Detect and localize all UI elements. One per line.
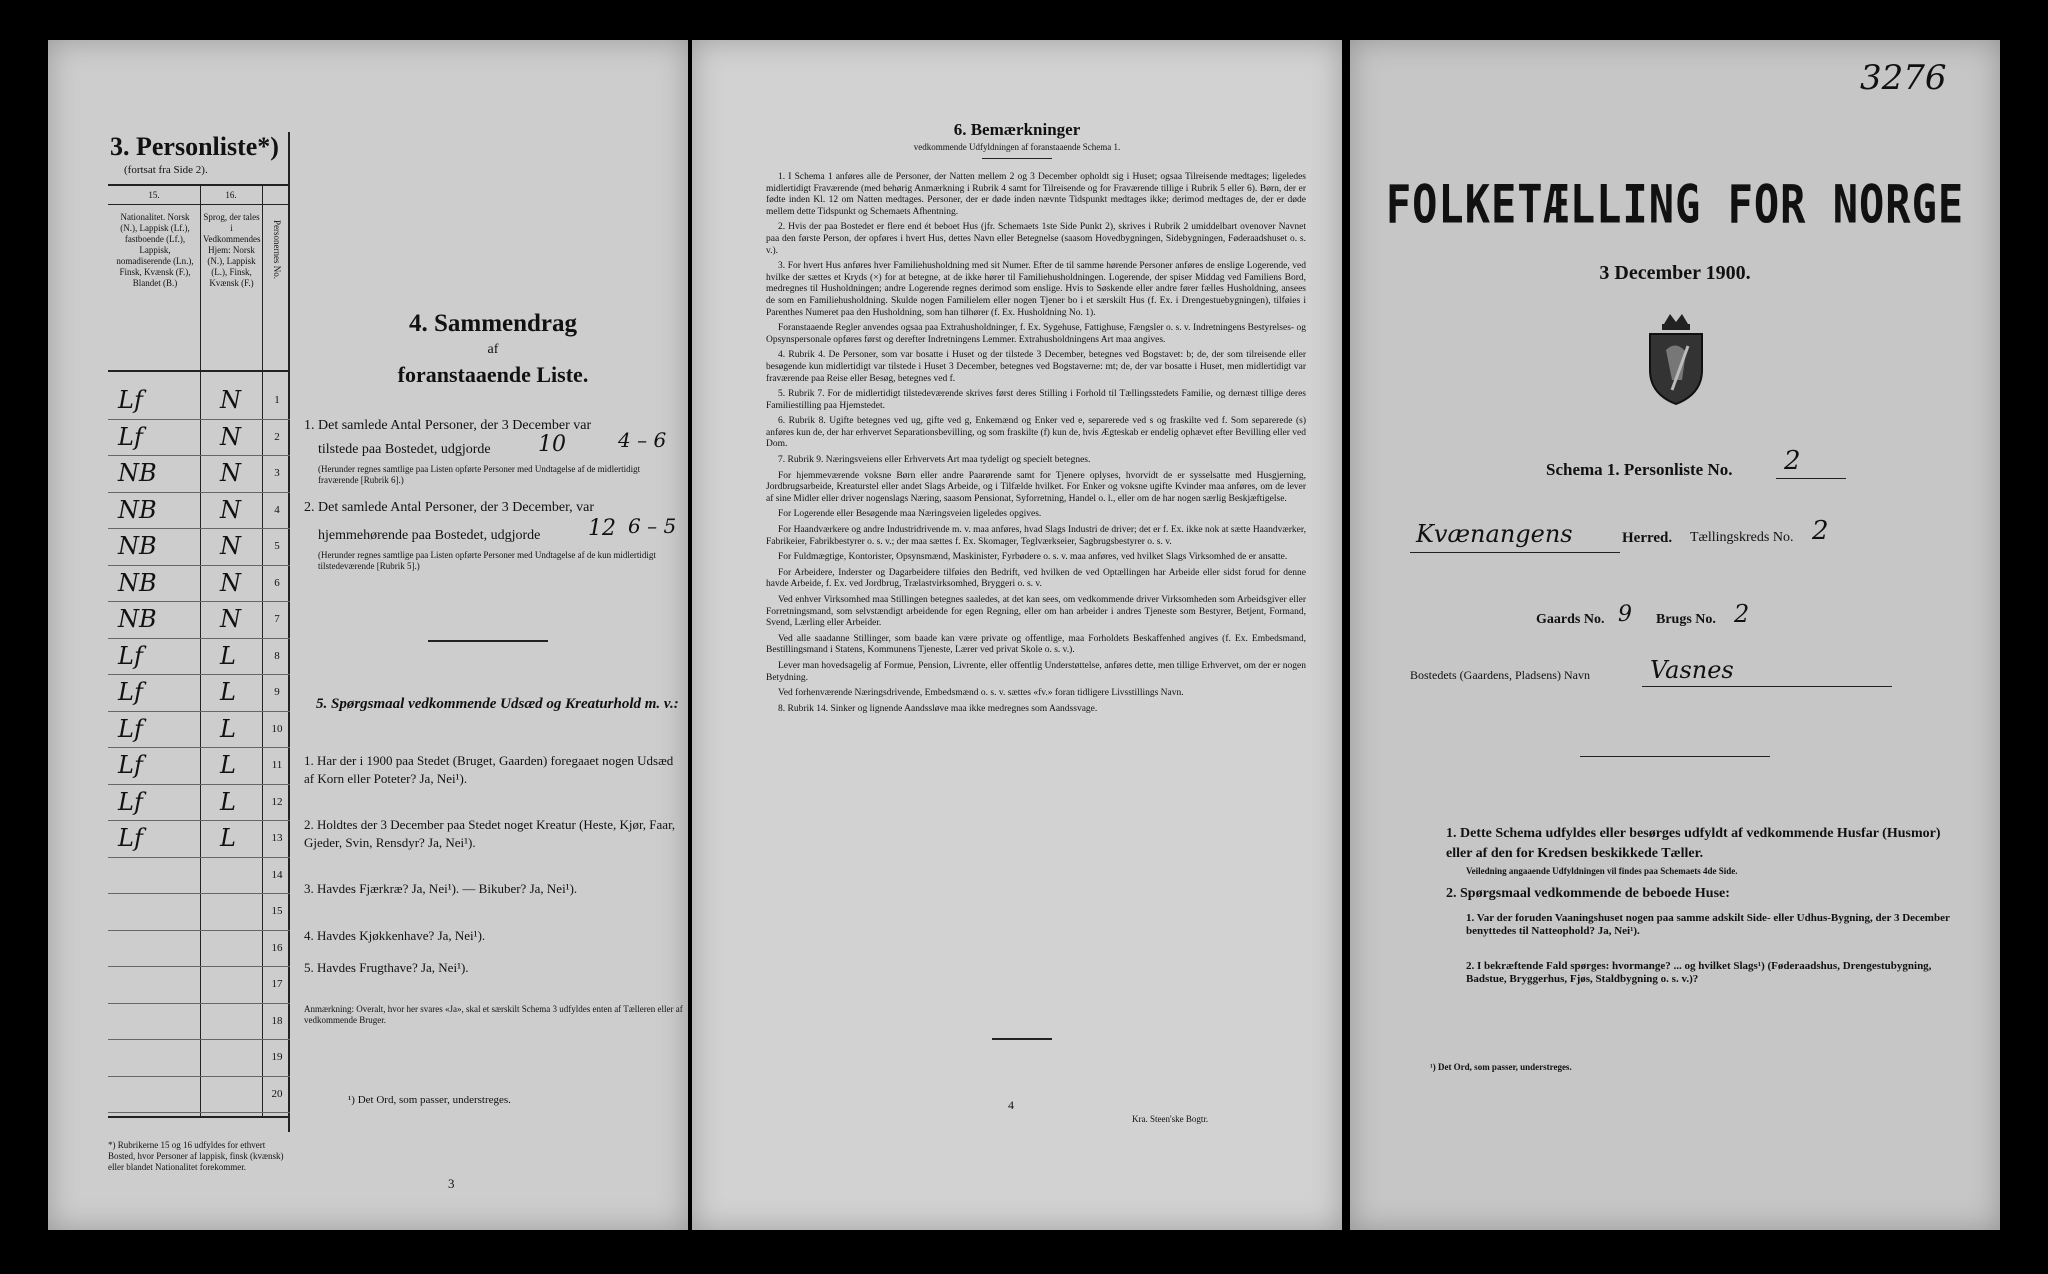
- row-number: 1: [274, 394, 280, 406]
- row-divider: [108, 528, 290, 529]
- instruction-2-2: 2. I bekræftende Fald spørges: hvormange? ... og hvilket Slags¹) (Føderaadshus, Drengestubygning, Badstue, Bryggerhus, Fjøs, Staldbygning o. s. v.)?: [1466, 960, 1932, 985]
- row-nationality: Lf: [118, 422, 143, 451]
- herred-label: Herred.: [1622, 530, 1673, 546]
- remark-paragraph: For Haandværkere og andre Industridrivende m. v. maa anføres, hvad Slags Industri de driver; det er f. Ex. ikke nok at sætte Haandværker, Fabrikeier, Fabrikbestyrer o. s. v.; der maa sættes f. Ex. Skomager, Teglværkseier, Sagbrugsbestyrer o. s. v.: [766, 525, 1306, 547]
- personliste-title: 3. Personliste*): [110, 132, 279, 161]
- page-number-3: 3: [448, 1176, 455, 1191]
- q2-extra: 6 – 5: [628, 514, 677, 538]
- col-divider-1: [200, 184, 201, 1116]
- row-language: N: [220, 605, 241, 633]
- row-language: L: [220, 641, 236, 670]
- row-number: 12: [271, 795, 283, 808]
- remark-paragraph: 6. Rubrik 8. Ugifte betegnes ved ug, gifte ved g, Enkemænd og Enker ved e, separerede ved s og fraskilte ved f. Som separerede (s) anføres kun de, der har erhvervet Separationsbevilling, og som fraskilte (f) kun de, hvis Ægteskab er endelig ophævet efter Bevilling eller ved Dom.: [766, 416, 1306, 450]
- summary-title: 4. Sammendrag: [408, 310, 578, 337]
- row-number: 11: [271, 759, 283, 771]
- row-number: 17: [271, 978, 283, 990]
- s5-question-3: 3. Havdes Fjærkræ? Ja, Nei¹). — Bikuber? Ja, Nei¹).: [304, 881, 578, 896]
- row-number: 10: [271, 722, 283, 735]
- row-divider: [108, 455, 290, 456]
- bosted-line: [1642, 686, 1892, 687]
- brugs-label: Brugs No.: [1656, 612, 1716, 627]
- brugs-number: 2: [1734, 600, 1750, 628]
- remark-paragraph: For Arbeidere, Inderster og Dagarbeidere tilføies den Bedrift, ved hvilken de ved Optællingen har Arbeide eller sidst forud for denne havde Arbeide, f. Ex. ved Jordbrug, Trælastvirksomhed, Bryggeri o. s. v.: [766, 567, 1306, 590]
- row-language: N: [220, 532, 241, 560]
- remark-paragraph: Lever man hovedsagelig af Formue, Pension, Livrente, eller offentlig Understøttelse, anføres dette, men tillige Erhvervet, om der er nogen Betydning.: [766, 660, 1306, 683]
- remark-paragraph: Ved alle saadanne Stillinger, som baade kan være private og offentlige, maa Forholdets Beskaffenhed angives (f. Ex. Embedsmand, Bestillingsmand i Statens, Kommunens Tjeneste, Lærer ved privat Skole o. s. v.).: [766, 633, 1306, 656]
- row-nationality: NB: [118, 568, 157, 597]
- s5-question-5: 5. Havdes Frugthave? Ja, Nei¹).: [304, 960, 469, 975]
- row-nationality: Lf: [118, 824, 143, 852]
- page-number-4: 4: [1008, 1098, 1014, 1112]
- remark-paragraph: 5. Rubrik 7. For de midlertidigt tilstedeværende skrives først deres Stilling i Forhold til Tællingsstedets Familie, og dernæst tillige deres Familiestilling paa Hjemstedet.: [766, 389, 1306, 411]
- q2-line1: 2. Det samlede Antal Personer, der 3 December, var: [304, 500, 595, 515]
- q1-note: (Herunder regnes samtlige paa Listen opførte Personer med Undtagelse af de midlertidigt fraværende [Rubrik 6].): [318, 464, 641, 485]
- bosted-value: Vasnes: [1650, 656, 1734, 684]
- row-divider: [108, 747, 290, 748]
- remark-paragraph: For Fuldmægtige, Kontorister, Opsynsmænd, Maskinister, Fyrbødere o. s. v. maa anføres, ved hvilket Slags Virksomhed de er ansatte.: [778, 552, 1288, 563]
- row-number: 8: [274, 649, 280, 662]
- remark-paragraph: 3. For hvert Hus anføres hver Familiehusholdning med sit Numer. Efter de til samme hørende Personer anføres de enslige Logerende, ved hvilke der sættes et Kryds (×) for at betegne, at de ikke hører til Familiehusholdningen. Logerende, der spiser Middag ved Familiens Bord, medregnes til Husholdningen; andre Logerende regnes derimod som enslige. Hvis to Søskende eller andre fører fælles Husholdning, ansees de som en Familiehusholdning. Skulde nogen Familielem eller nogen Tjener bo i et særskilt Hus (f. Ex. i Drengestuebygningen), tilføies i Parenthes Numeret paa den Husholdning, som han tilhører (f. Ex. Husholdning No. 1).: [766, 261, 1306, 318]
- row-divider: [108, 1003, 290, 1004]
- row-number: 18: [271, 1014, 283, 1027]
- census-date: 3 December 1900.: [1599, 262, 1751, 284]
- remark-paragraph: For Logerende eller Besøgende maa Næringsveien ligeledes opgives.: [778, 509, 1042, 520]
- remark-paragraph: 2. Hvis der paa Bostedet er flere end ét beboet Hus (jfr. Schemaets 1ste Side Punkt 2), skrives i Rubrik 2 umiddelbart ovenover Navnet paa den første Person, der opføres i hvert Hus, dettes Navn eller Betegnelse (saasom Hovedbygningen, Sidebygningen, Føderaadshuset o. s. v.).: [766, 222, 1306, 256]
- row-nationality: Lf: [118, 386, 143, 414]
- row-divider: [108, 966, 290, 967]
- row-language: N: [220, 422, 241, 451]
- row-divider: [108, 820, 290, 821]
- row-number: 19: [271, 1051, 283, 1063]
- remarks-rule: [982, 158, 1052, 159]
- col-divider-3: [288, 132, 290, 1132]
- row-number: 13: [271, 832, 283, 844]
- row-number: 16: [271, 941, 283, 954]
- personliste-footnote: *) Rubrikerne 15 og 16 udfyldes for ethvert Bosted, hvor Personer af lappisk, finsk (kvænsk) eller blandet Nationalitet forekommer.: [108, 1140, 284, 1172]
- bosted-label: Bostedets (Gaardens, Pladsens) Navn: [1410, 668, 1590, 682]
- col16-header: Sprog, der tales i Vedkommendes Hjem: Norsk (N.), Lappisk (L.), Finsk, Kvænsk (F.): [203, 212, 261, 288]
- row-divider: [108, 565, 290, 566]
- schema-label: Schema 1. Personliste No.: [1546, 460, 1733, 479]
- row-nationality: NB: [118, 605, 157, 633]
- table-bottom-rule: [108, 1116, 290, 1118]
- instruction-1: 1. Dette Schema udfyldes eller besørges udfyldt af vedkommende Husfar (Husmor) eller af den for Kredsen beskikkede Tæller.: [1446, 826, 1941, 861]
- coat-of-arms-icon: [1636, 310, 1716, 406]
- remark-paragraph: 1. I Schema 1 anføres alle de Personer, der Natten mellem 2 og 3 December opholdt sig i Huset; ogsaa Tilreisende medtages; ligeledes midlertidigt Fraværende (med behørig Anmærkning i Rubrik 4 samt for Tilreisende og for Fraværende tillige i Rubrik 5 eller 6). Børn, der er fødte inden Kl. 12 om Natten medtages. Personer, der er døde inden nævnte Tidspunkt medtages ikke; derimod medtages de, der er døde mellem dette Tidspunkt og Schemaets Afhentning.: [766, 172, 1306, 217]
- summary-subtitle: foranstaaende Liste.: [397, 362, 589, 387]
- schema-line: [1776, 478, 1846, 479]
- census-title: FOLKETÆLLING FOR NORGE: [1385, 173, 1965, 236]
- q2-value: 12: [588, 516, 616, 541]
- remark-paragraph: 8. Rubrik 14. Sinker og lignende Aandssløve maa ikke medregnes som Aandssvage.: [778, 703, 1098, 714]
- row-divider: [108, 893, 290, 894]
- q2-note: (Herunder regnes samtlige paa Listen opførte Personer med Undtagelse af de kun midlertidigt tilstedeværende [Rubrik 5].): [318, 550, 656, 571]
- summary-af: af: [487, 342, 499, 357]
- col17-header: Personernes No.: [272, 220, 282, 279]
- row-language: L: [220, 824, 236, 852]
- herred-line: [1410, 552, 1620, 553]
- q1-value: 10: [538, 432, 566, 457]
- q1-extra: 4 – 6: [618, 428, 667, 452]
- kreds-number: 2: [1812, 516, 1829, 546]
- annotation-note: Anmærkning: Overalt, hvor her svares «Ja», skal et særskilt Schema 3 udfyldes enten af Tælleren eller af vedkommende Bruger.: [304, 1004, 683, 1025]
- row-divider: [108, 1112, 290, 1113]
- stamp-number: 3276: [1860, 58, 1947, 98]
- remark-paragraph: For hjemmeværende voksne Børn eller andre Paarørende samt for Tjenere oplyses, hvorvidt de er sysselsatte med Husgjerning, Jordbrugsarbeide, Kreaturstel eller andet Slags Arbeide, og i Tilfælde hvilket. For Enker og voksne ugifte Kvinder maa anføres, om de lever af sine Midler eller driver nogenslags Næring, saasom Pensionat, Syforretning, Handel o. l., eller om de har nogen særlig Beskjæftigelse.: [766, 470, 1306, 504]
- q2-line2: hjemmehørende paa Bostedet, udgjorde: [318, 528, 541, 543]
- remarks-body: [766, 172, 1306, 719]
- row-number: 6: [274, 576, 280, 589]
- row-divider: [108, 930, 290, 931]
- gaards-number: 9: [1618, 602, 1632, 627]
- row-number: 5: [274, 540, 280, 552]
- kreds-label: Tællingskreds No.: [1690, 530, 1794, 545]
- row-divider: [108, 601, 290, 602]
- footnote-ord: ¹) Det Ord, som passer, understreges.: [348, 1094, 511, 1106]
- page-right: [1350, 40, 2000, 1230]
- row-divider: [108, 638, 290, 639]
- remarks-end-rule: [992, 1038, 1052, 1040]
- row-number: 2: [274, 430, 280, 443]
- row-divider: [108, 1076, 290, 1077]
- section-divider: [428, 640, 548, 642]
- row-divider: [108, 674, 290, 675]
- col16-number: 16.: [225, 190, 237, 200]
- col15-number: 15.: [148, 190, 160, 200]
- remark-paragraph: Ved forhenværende Næringsdrivende, Embedsmænd o. s. v. sættes «fv.» foran tidligere Livsstillings Navn.: [778, 688, 1184, 699]
- row-divider: [108, 711, 290, 712]
- row-nationality: Lf: [118, 787, 143, 816]
- remark-paragraph: Ved enhver Virksomhed maa Stillingen betegnes saaledes, at det kan sees, om vedkommende driver Virksomheden som Arbeidsgiver eller Forretningsmand, som selvstændigt arbeidende for egen Regning, eller om han arbeider i andres Tjeneste som Bestyrer, Betjent, Formand, Svend, Lærling eller Arbeider.: [766, 595, 1306, 629]
- row-number: 15: [271, 905, 283, 917]
- row-language: N: [220, 568, 241, 597]
- row-language: N: [220, 386, 241, 414]
- row-nationality: Lf: [118, 751, 143, 779]
- s5-question-1: 1. Har der i 1900 paa Stedet (Bruget, Gaarden) foregaaet nogen Udsæd af Korn eller Poteter? Ja, Nei¹).: [304, 753, 674, 786]
- row-language: L: [220, 714, 236, 743]
- row-number: 3: [274, 467, 280, 479]
- remarks-subtitle: vedkommende Udfyldningen af foranstaaende Schema 1.: [913, 142, 1121, 152]
- q1-line2: tilstede paa Bostedet, udgjorde: [318, 442, 491, 457]
- row-divider: [108, 1039, 290, 1040]
- remarks-title: 6. Bemærkninger: [953, 120, 1081, 139]
- row-nationality: Lf: [118, 714, 143, 743]
- schema-number: 2: [1784, 446, 1801, 476]
- gaards-label: Gaards No.: [1536, 612, 1605, 627]
- row-nationality: NB: [118, 532, 157, 560]
- personliste-subtitle: (fortsat fra Side 2).: [124, 164, 208, 176]
- row-number: 4: [274, 503, 280, 516]
- row-language: N: [220, 495, 241, 524]
- col15-header: Nationalitet. Norsk (N.), Lappisk (Lf.), fastboende (Lf.), Lappisk, nomadiserende (Ln.), Finsk, Kvænsk (F.), Blandet (B.): [116, 212, 194, 288]
- row-language: L: [220, 751, 236, 779]
- row-language: L: [220, 787, 236, 816]
- page-left: [48, 40, 688, 1230]
- row-divider: [108, 784, 290, 785]
- row-nationality: Lf: [118, 641, 143, 670]
- instruction-1-sub: Veiledning angaaende Udfyldningen vil findes paa Schemaets 4de Side.: [1466, 866, 1738, 876]
- row-language: L: [220, 678, 236, 706]
- row-nationality: Lf: [118, 678, 143, 706]
- remark-paragraph: 4. Rubrik 4. De Personer, som var bosatte i Huset og der tilstede 3 December, betegnes ved Bogstavet: b; de, der som tilreisende eller besøgende kun midlertidigt var tilstede i Huset 3 December, betegnes ved Bogstaverne: mt; de, der var bosatte i Huset, men midlertidigt var fraværende paa Reise eller Besøg, betegnes ved f.: [766, 350, 1306, 384]
- instruction-2-1: 1. Var der foruden Vaaningshuset nogen paa samme adskilt Side- eller Udhus-Bygning, der 3 December benyttedes til Natteophold? Ja, Nei¹).: [1466, 912, 1950, 937]
- herred-value: Kvænangens: [1416, 520, 1573, 548]
- s5-question-4: 4. Havdes Kjøkkenhave? Ja, Nei¹).: [304, 928, 486, 943]
- row-language: N: [220, 459, 241, 487]
- instruction-2: 2. Spørgsmaal vedkommende de beboede Huse:: [1446, 886, 1730, 901]
- row-nationality: NB: [118, 495, 157, 524]
- printer-name: Kra. Steen'ske Bogtr.: [1132, 1114, 1209, 1124]
- section5-title: 5. Spørgsmaal vedkommende Udsæd og Kreaturhold m. v.:: [316, 696, 679, 712]
- page-middle: [692, 40, 1342, 1230]
- row-nationality: NB: [118, 459, 157, 487]
- col-divider-2: [262, 184, 263, 1116]
- remark-paragraph: Foranstaaende Regler anvendes ogsaa paa Extrahusholdninger, f. Ex. Sygehuse, Fattighuse, Fængsler o. s. v. Indretningens Bestyrelses- og Opsynspersonale opføres først og derefter Indretningens Lemmer. Extrahusholdningens Art maa angives.: [766, 323, 1306, 345]
- footnote-right: ¹) Det Ord, som passer, understreges.: [1430, 1062, 1572, 1072]
- row-divider: [108, 857, 290, 858]
- row-number: 9: [274, 686, 280, 698]
- row-number: 14: [271, 868, 283, 881]
- row-divider: [108, 492, 290, 493]
- ornament-rule: [1580, 756, 1770, 757]
- s5-question-2: 2. Holdtes der 3 December paa Stedet noget Kreatur (Heste, Kjør, Faar, Gjeder, Svin, Rensdyr? Ja, Nei¹).: [304, 817, 676, 850]
- row-number: 7: [274, 613, 280, 625]
- row-number: 20: [271, 1087, 283, 1100]
- remark-paragraph: 7. Rubrik 9. Næringsveiens eller Erhvervets Art maa tydeligt og specielt betegnes.: [778, 455, 1091, 466]
- q1-line1: 1. Det samlede Antal Personer, der 3 December var: [304, 418, 592, 433]
- row-divider: [108, 419, 290, 420]
